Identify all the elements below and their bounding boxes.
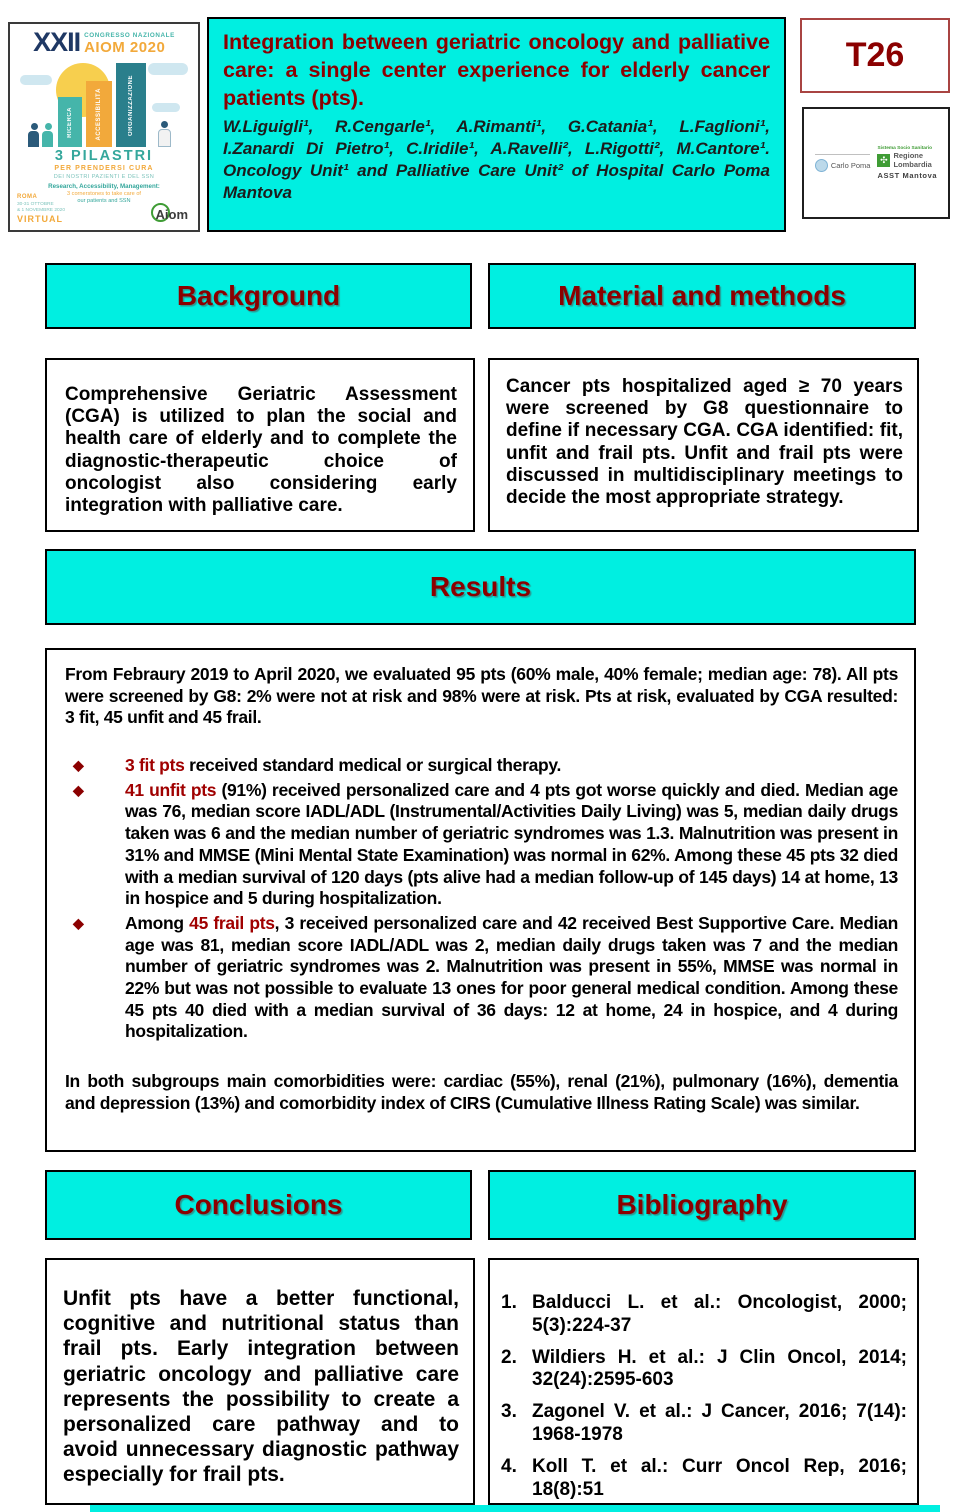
venue-date2-text: & 1 NOVEMBRE 2020: [17, 207, 65, 213]
background-text-box: [45, 358, 475, 532]
conclusions-title: Conclusions: [174, 1189, 343, 1220]
results-title: Results: [429, 571, 532, 602]
hospital-logo-box: [802, 107, 950, 219]
bibliography-section-header: [488, 1170, 916, 1240]
cloud-shape: [152, 103, 180, 112]
congress-name-text: CONGRESSO NAZIONALE: [84, 32, 175, 39]
bibliography-entry-number: 3.: [501, 1401, 517, 1423]
pillar-organizzazione: ORGANIZZAZIONE: [116, 63, 146, 147]
carlo-poma-logo: Carlo Poma: [815, 154, 871, 172]
aiom-logo: Aiom: [156, 206, 189, 224]
results-bullet-list: [65, 755, 898, 1043]
congress-xxii-text: XXII: [33, 27, 81, 57]
venue-block: [17, 194, 65, 225]
results-section-header: [45, 549, 916, 625]
person-figure: [28, 123, 40, 147]
pillars-illustration: [20, 61, 188, 147]
poster-code-box: [800, 18, 950, 93]
bibliography-entry-text: Zagonel V. et al.: J Cancer, 2016; 7(14): 1968-1978: [532, 1401, 907, 1445]
results-bullet-fit-text: 3 fit pts received standard medical or surgical therapy.: [125, 755, 562, 776]
authors-affiliations: W.Liguigli¹, R.Cengarle¹, A.Rimanti¹, G.Catania¹, L.Faglioni¹, I.Zanardi Di Pietro¹, C.Iridile¹, A.Ravelli², L.Rigotti², M.Cantore¹. Oncology Unit¹ and Palliative Care Unit² of Hospital Carlo Poma Mantova: [223, 116, 770, 203]
venue-city-text: ROMA: [17, 194, 38, 201]
background-text: Comprehensive Geriatric Assessment (CGA) is utilized to plan the social and health care of elderly and to complete the diagnostic-therapeutic choice of oncologist also considering early integration with palliative care.: [65, 384, 457, 517]
regione-lombardia-text: Regione Lombardia: [893, 151, 932, 169]
bibliography-title: Bibliography: [616, 1189, 788, 1220]
congress-logo-header: [10, 27, 198, 57]
methods-text: Cancer pts hospitalized aged ≥ 70 years were screened by G8 questionnaire to define if necessary CGA. CGA identified: fit, unfit and frail pts. Unfit and frail pts were discussed in multidisciplinary meetings to decide the most appropriate strategy.: [506, 376, 903, 509]
person-figure: [42, 123, 54, 147]
bibliography-entry: [498, 1401, 909, 1447]
bibliography-entry-text: Balducci L. et al.: Oncologist, 2000; 5(3):224-37: [532, 1292, 907, 1336]
unfit-pts-highlight: 41 unfit pts: [125, 779, 217, 800]
doctor-figure: [158, 121, 170, 147]
pillar-accessibilita: ACCESSIBILITÀ: [86, 81, 112, 147]
conclusions-text-box: [45, 1258, 475, 1505]
methods-section-header: [488, 263, 916, 329]
conclusions-text: Unfit pts have a better functional, cognitive and nutritional status than frail pts. Early integration between geriatric oncology and palliative care represents the possibility to create a personalized care pathway and to avoid unnecessary diagnostic pathway especially for frail pts.: [63, 1287, 459, 1487]
prendersi-cura-text: PER PRENDERSI CURA: [54, 165, 154, 172]
bibliography-text-box: [488, 1258, 919, 1505]
results-outro: In both subgroups main comorbidities were: cardiac (55%), renal (21%), pulmonary (16%), dementia and depression (13%) and comorbidity index of CIRS (Cumulative Illness Rating Scale) was similar.: [65, 1071, 898, 1113]
title-box: [207, 17, 786, 232]
frail-pts-highlight: 45 frail pts: [189, 912, 275, 933]
results-bullet-frail: [65, 913, 898, 1043]
bibliography-entry: [498, 1347, 909, 1393]
conclusions-section-header: [45, 1170, 472, 1240]
methods-text-box: [488, 358, 919, 532]
results-text-box: [45, 648, 916, 1152]
diamond-bullet-icon: ◆: [73, 914, 84, 931]
cutoff-section-strip: [90, 1505, 940, 1512]
asst-mantova-text: ASST Mantova: [877, 170, 938, 180]
rosa-camuna-icon: ✣: [877, 154, 890, 167]
bibliography-entry-number: 2.: [501, 1346, 517, 1368]
results-bullet-frail-text: Among 45 frail pts, 3 received personalized care and 42 received Best Supportive Care. Median age was 81, median score IADL/ADL was 2, median daily drugs taken was 7 and the median number of geriatric syndromes was 2. Malnutrition was present in 55%, MMSE was normal in 22% but was not possible to evaluate 13 ones for poor general medical condition. Among these 45 pts 40 died with a median survival of 36 days: 12 at home, 24 in hospice, and 4 during hospitalization.: [125, 912, 899, 1042]
bibliography-entry-text: Wildiers H. et al.: J Clin Oncol, 2014; 32(24):2595-603: [532, 1346, 907, 1391]
congress-logo-box: [8, 22, 200, 232]
diamond-bullet-icon: ◆: [73, 781, 84, 798]
results-bullet-unfit: [65, 780, 898, 910]
fit-pts-highlight: 3 fit pts: [125, 755, 185, 776]
congress-aiom-2020-text: AIOM 2020: [84, 39, 166, 56]
results-intro: From Febraury 2019 to April 2020, we evaluated 95 pts (60% male, 40% female; median age: 78). All pts were screened by G8: 2% were not at risk and 98% were at risk. Pts at risk, evaluated by CGA resulted: 3 fit, 45 unfit and 45 frail.: [65, 664, 898, 728]
sistema-socio-sanitario-text: Sistema Socio Sanitario: [877, 146, 933, 152]
pillar-ricerca: RICERCA: [58, 97, 82, 147]
cornerstones-text: 3 cornerstones to take care of: [66, 191, 141, 197]
bibliography-entry-text: Koll T. et al.: Curr Oncol Rep, 2016; 18(8):51: [532, 1455, 907, 1500]
poster-code: T26: [845, 36, 905, 74]
cloud-shape: [20, 75, 52, 85]
methods-title: Material and methods: [558, 280, 846, 311]
bibliography-entry-number: 1.: [501, 1292, 517, 1313]
cloud-shape: [148, 63, 188, 75]
poster-title: Integration between geriatric oncology and palliative care: a single center experience for elderly cancer patients (pts).: [223, 30, 770, 110]
research-text: Research, Accessibility, Management:: [48, 183, 160, 190]
bibliography-entry: [498, 1292, 909, 1338]
results-bullet-fit: [65, 755, 898, 777]
background-section-header: [45, 263, 472, 329]
venue-date1-text: 30-31 OTTOBRE: [17, 201, 54, 207]
regione-lombardia-logo: [877, 146, 937, 179]
carlo-poma-icon: [815, 159, 828, 172]
bibliography-entry: [498, 1456, 909, 1502]
bibliography-entry-number: 4.: [501, 1455, 517, 1477]
pazienti-ssn-text: DEI NOSTRI PAZIENTI E DEL SSN: [53, 174, 155, 180]
background-title: Background: [176, 280, 341, 311]
results-bullet-unfit-text: 41 unfit pts (91%) received personalized care and 4 pts got worse quickly and died. Median age was 76, median score IADL/ADL (Instrumental/Activities Daily Living) was 5, median daily drugs taken was 6 and the median number of geriatric syndromes was 1.3. Malnutrition was present in 31% and MMSE (Mini Mental State Examination) was normal in 62%. Among these 45 pts 32 died with a median survival of 120 days (pts alive had a median follow-up of 145 days) 14 at home, 13 in hospice and 5 during hospitalization.: [125, 779, 898, 909]
virtual-text: VIRTUAL: [17, 213, 63, 224]
diamond-bullet-icon: ◆: [73, 757, 84, 774]
tre-pilastri-text: 3 PILASTRI: [54, 148, 154, 164]
patients-ssn-text: our patients and SSN: [77, 197, 131, 204]
